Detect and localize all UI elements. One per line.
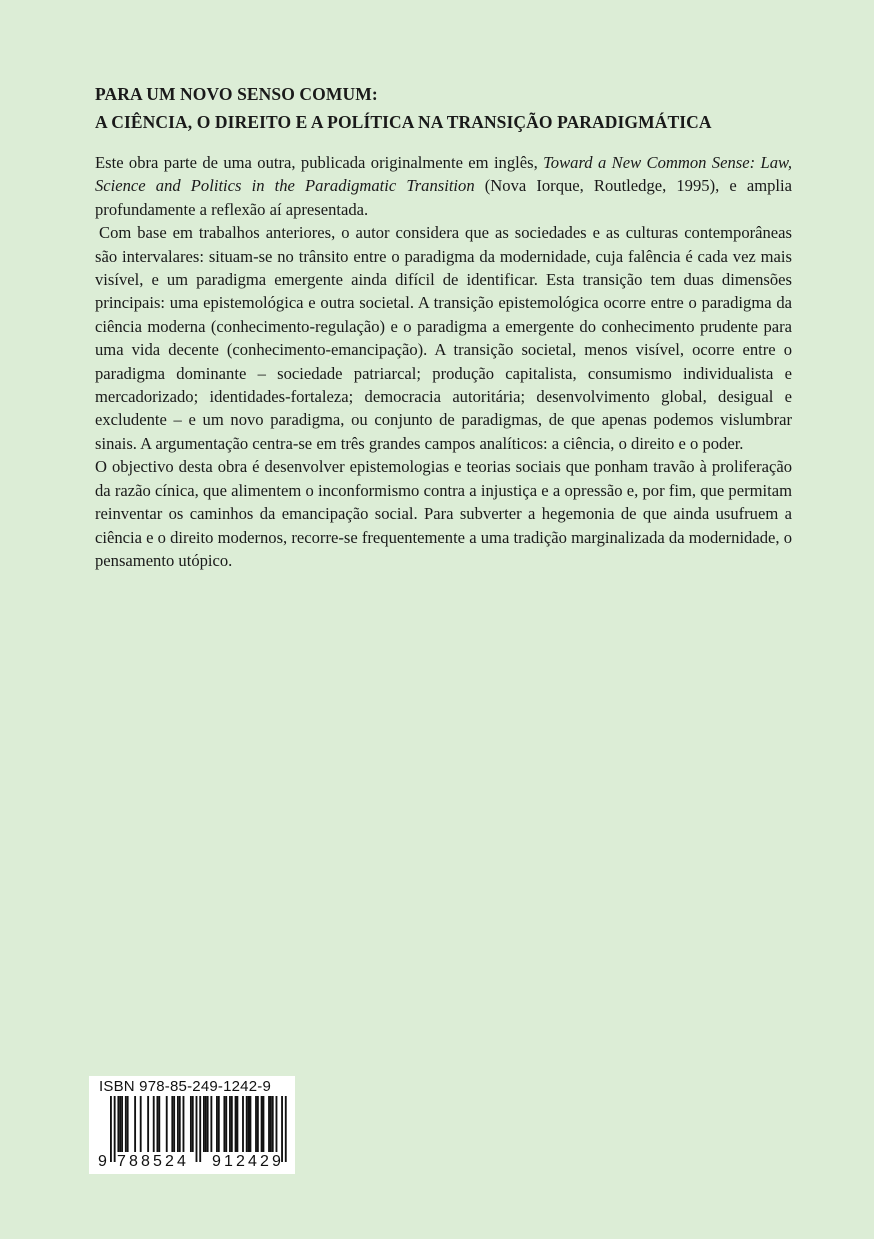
barcode-bar bbox=[216, 1096, 218, 1152]
barcode-first-digit: 9 bbox=[98, 1153, 107, 1170]
isbn-barcode bbox=[89, 1076, 295, 1174]
barcode-bar bbox=[157, 1096, 159, 1152]
back-cover-title bbox=[95, 80, 795, 136]
barcode-bar bbox=[171, 1096, 173, 1152]
title-line-2: A CIÊNCIA, O DIREITO E A POLÍTICA NA TRANSIÇÃO PARADIGMÁTICA bbox=[95, 112, 712, 132]
barcode-left-digits: 788524 bbox=[117, 1153, 189, 1170]
barcode-bar bbox=[246, 1096, 248, 1152]
barcode-bar bbox=[199, 1096, 201, 1162]
barcode-bar bbox=[147, 1096, 149, 1152]
barcode-bar bbox=[235, 1096, 237, 1152]
barcode-bar bbox=[210, 1096, 212, 1152]
original-title-italic: Toward a New Common Sense: Law, Science and Politics in the Paradigmatic Transition bbox=[95, 153, 792, 196]
barcode-bar bbox=[153, 1096, 155, 1152]
barcode-bar bbox=[261, 1096, 263, 1152]
barcode-bar bbox=[248, 1096, 250, 1152]
paragraph-1-rest: (Nova Iorque, Routledge, 1995), e amplia profundamente a reflexão aí apresentada. bbox=[95, 176, 792, 219]
barcode-bar bbox=[121, 1096, 123, 1152]
barcode-bar bbox=[250, 1096, 252, 1152]
barcode-bar bbox=[285, 1096, 287, 1162]
paragraph-2: Com base em trabalhos anteriores, o autor considera que as sociedades e as culturas contemporâneas são intervalares: situam-se no trânsito entre o paradigma da modernidade, cuja falência é cada vez mais visível, e um paradigma emergente ainda difícil de identificar. Esta transição tem duas dimensões principais: uma epistemológica e outra societal. A transição epistemológica ocorre entre o paradigma da ciência moderna (conhecimento-regulação) e o paradigma a emergente do conhecimento prudente para uma vida decente (conhecimento-emancipação). A transição societal, menos visível, ocorre entre o paradigma dominante – sociedade patriarcal; produção capitalista, consumismo individualista e mercadorizado; identidades-fortaleza; democracia autoritária; desenvolvimento global, desigual e excludente – e um novo paradigma, ou conjunto de paradigmas, de que apenas podemos vislumbrar sinais. A argumentação centra-se em três grandes campos analíticos: a ciência, o direito e o poder. bbox=[95, 223, 792, 453]
barcode-bar bbox=[179, 1096, 181, 1152]
barcode-bar bbox=[272, 1096, 274, 1152]
barcode-bar bbox=[203, 1096, 205, 1152]
barcode-bar bbox=[110, 1096, 112, 1162]
barcode-bar bbox=[119, 1096, 121, 1152]
barcode-bar bbox=[177, 1096, 179, 1152]
barcode-bar bbox=[207, 1096, 209, 1152]
barcode-bar bbox=[218, 1096, 220, 1152]
barcode-bar bbox=[140, 1096, 142, 1152]
barcode-bar bbox=[268, 1096, 270, 1152]
barcode-bar bbox=[255, 1096, 257, 1152]
barcode-bar bbox=[166, 1096, 168, 1152]
isbn-label: ISBN 978-85-249-1242-9 bbox=[99, 1078, 272, 1095]
paragraph-1 bbox=[95, 151, 792, 221]
title-line-1: PARA UM NOVO SENSO COMUM: bbox=[95, 84, 378, 104]
barcode-bar bbox=[134, 1096, 136, 1152]
barcode-bar bbox=[229, 1096, 231, 1152]
barcode-right-digits: 912429 bbox=[212, 1153, 284, 1170]
barcode-bar bbox=[173, 1096, 175, 1152]
barcode-bar bbox=[270, 1096, 272, 1152]
barcode-bar bbox=[242, 1096, 244, 1152]
barcode-bar bbox=[114, 1096, 116, 1162]
barcode-bar bbox=[225, 1096, 227, 1152]
paragraph-3: O objectivo desta obra é desenvolver epistemologias e teorias sociais que ponham travão à proliferação da razão cínica, que alimentem o inconformismo contra a injustiça e a opressão e, por fim, que permitam reinventar os caminhos da emancipação social. Para subverter a hegemonia de que ainda usufruem a ciência e o direito modernos, recorre-se frequentemente a uma tradição marginalizada da modernidade, o pensamento utópico. bbox=[95, 457, 792, 570]
barcode-bar bbox=[117, 1096, 119, 1152]
paragraph-1-intro: Este obra parte de uma outra, publicada originalmente em inglês, bbox=[95, 153, 544, 172]
barcode-bar bbox=[231, 1096, 233, 1152]
barcode-bar bbox=[257, 1096, 259, 1152]
barcode-bar bbox=[158, 1096, 160, 1152]
barcode-bar bbox=[223, 1096, 225, 1152]
barcode-bar bbox=[183, 1096, 185, 1152]
barcode-bar bbox=[263, 1096, 265, 1152]
barcode-bar bbox=[205, 1096, 207, 1152]
barcode-bar bbox=[236, 1096, 238, 1152]
barcode-bar bbox=[196, 1096, 198, 1162]
barcode-bar bbox=[125, 1096, 127, 1152]
barcode-bar bbox=[127, 1096, 129, 1152]
barcode-bar bbox=[192, 1096, 194, 1152]
barcode-bar bbox=[190, 1096, 192, 1152]
barcode-bar bbox=[276, 1096, 278, 1152]
synopsis bbox=[95, 151, 792, 572]
